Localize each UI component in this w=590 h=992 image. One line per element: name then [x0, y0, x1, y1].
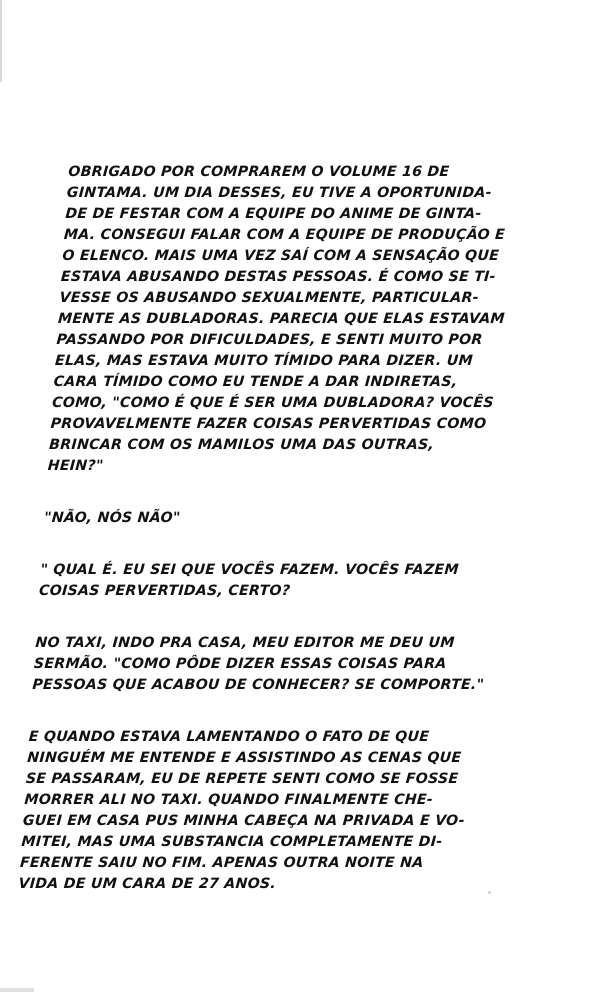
scan-speck	[488, 891, 491, 894]
note-line: PESSOAS QUE ACABOU DE CONHECER? SE COMPORTE."	[31, 677, 485, 693]
note-line: BRINCAR COM OS MAMILOS UMA DAS OUTRAS,	[48, 437, 435, 453]
page-edge-rule	[0, 0, 2, 82]
note-paragraph-2	[43, 508, 506, 529]
note-line: GINTAMA. UM DIA DESSES, EU TIVE A OPORTUNIDA-	[66, 185, 493, 201]
note-line: MENTE AS DUBLADORAS. PARECIA QUE ELAS ESTAVAM	[57, 311, 506, 327]
note-line: E QUANDO ESTAVA LAMENTANDO O FATO DE QUE	[28, 729, 430, 745]
note-line: O ELENCO. MAIS UMA VEZ SAÍ COM A SENSAÇÃO QUE	[61, 248, 500, 264]
page-corner-mark	[0, 988, 34, 992]
note-line: MORRER ALI NO TAXI. QUANDO FINALMENTE CHE-	[23, 792, 434, 808]
note-paragraph-3	[38, 560, 503, 602]
note-line: NO TAXI, INDO PRA CASA, MEU EDITOR ME DEU UM	[34, 635, 456, 651]
note-line: GUEI EM CASA PUS MINHA CABEÇA NA PRIVADA E VO-	[22, 813, 466, 829]
note-line: SERMÃO. "COMO PÔDE DIZER ESSAS COISAS PARA	[33, 656, 448, 672]
note-paragraph-1	[47, 162, 531, 477]
note-line: SE PASSARAM, EU DE REPETE SENTI COMO SE FOSSE	[25, 771, 459, 787]
note-line: MA. CONSEGUI FALAR COM A EQUIPE DE PRODUÇÃO E	[63, 227, 506, 243]
note-line: DE DE FESTAR COM A EQUIPE DO ANIME DE GINTA-	[64, 206, 483, 222]
note-line: FERENTE SAIU NO FIM. APENAS OUTRA NOITE NA	[19, 855, 425, 871]
note-line: OBRIGADO POR COMPRAREM O VOLUME 16 DE	[67, 164, 450, 180]
note-paragraph-4	[32, 633, 498, 696]
note-line: " QUAL É. EU SEI QUE VOCÊS FAZEM. VOCÊS FAZEM	[39, 562, 460, 578]
note-line: COISAS PERVERTIDAS, CERTO?	[38, 583, 291, 599]
note-line: COMO, "COMO É QUE É SER UMA DUBLADORA? VOCÊS	[51, 395, 495, 411]
note-line: CARA TÍMIDO COMO EU TENDE A DAR INDIRETAS,	[53, 374, 458, 390]
note-line: PASSANDO POR DIFICULDADES, E SENTI MUITO POR	[55, 332, 484, 348]
note-line: HEIN?"	[47, 458, 105, 474]
note-paragraph-5	[18, 727, 492, 895]
note-line: ELAS, MAS ESTAVA MUITO TÍMIDO PARA DIZER. UM	[54, 353, 474, 369]
note-line: "NÃO, NÓS NÃO"	[43, 510, 182, 526]
note-line: NINGUÉM ME ENTENDE E ASSISTINDO AS CENAS QUE	[26, 750, 462, 766]
note-line: ESTAVA ABUSANDO DESTAS PESSOAS. É COMO SE TI-	[60, 269, 497, 285]
note-line: MITEI, MAS UMA SUBSTANCIA COMPLETAMENTE DI-	[20, 834, 443, 850]
note-line: VIDA DE UM CARA DE 27 ANOS.	[17, 876, 277, 892]
note-line: VESSE OS ABUSANDO SEXUALMENTE, PARTICULAR-	[58, 290, 480, 306]
note-line: PROVAVELMENTE FAZER COISAS PERVERTIDAS COMO	[50, 416, 487, 432]
author-note	[16, 162, 531, 926]
